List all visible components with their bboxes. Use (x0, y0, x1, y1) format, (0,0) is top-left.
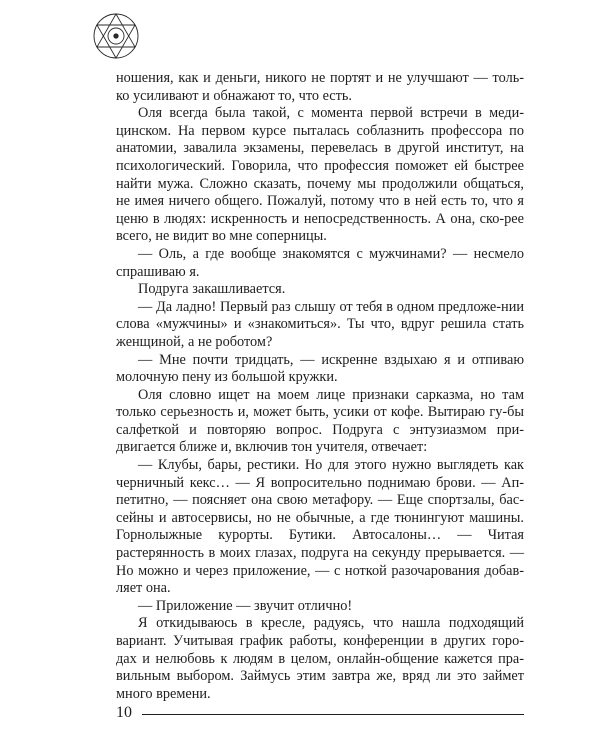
paragraph: — Клубы, бары, рестики. Но для этого нужно выглядеть как черничный кекс… — Я вопросительно поднимаю брови. — Ап-петитно, — поясняет она свою метафору. — Еще спортзалы, бас-сейны и автосервисы, но не обычные, а где тюнингуют машины. Горнолыжные курорты. Бутики. Автосалоны… — Читая растерянность в моих глазах, подруга на секунду прерывается. — Но можно и через приложение, — с ноткой разочарования добав-ляет она. (116, 457, 524, 597)
paragraph: — Оль, а где вообще знакомятся с мужчинами? — несмело спрашиваю я. (116, 245, 524, 280)
paragraph: Подруга закашливается. (138, 281, 286, 298)
paragraph: Я откидываюсь в кресле, радуясь, что нашла подходящий вариант. Учитывая график работы, конференции в других горо-дах и нелюбовь к людям в целом, онлайн-общение кажется пра-вильным выбором. Займусь этим завтра же, вряд ли это займет много времени. (116, 615, 524, 702)
body-text (116, 70, 524, 703)
paragraph: Оля всегда была такой, с момента первой встречи в меди-цинском. На первом курсе пыталась соблазнить профессора по анатомии, завалила экзамены, перевелась в другой институт, на психологический. Говорила, что профессия поможет ей быстрее найти мужа. Сложно сказать, почему мы продолжили общаться, не имея ничего общего. Пожалуй, потому что в ней есть то, что я ценю в людях: искренность и непосредственность. А она, ско-рее всего, не видит во мне соперницы. (116, 105, 524, 245)
sacred-geometry-emblem-icon (90, 10, 142, 62)
paragraph: — Приложение — звучит отлично! (138, 597, 353, 614)
page-footer (116, 703, 524, 723)
page-number: 10 (116, 704, 132, 721)
footer-rule (142, 714, 524, 715)
paragraph: Оля словно ищет на моем лице признаки сарказма, но там только серьезность и, может быть, усики от кофе. Вытираю гу-бы салфеткой и повторяю вопрос. Подруга с энтузиазмом при-двигается ближе и, включив тон учителя, отвечает: (116, 386, 524, 456)
paragraph: — Да ладно! Первый раз слышу от тебя в одном предложе-нии слова «мужчины» и «знакомиться». Ты что, вдруг решила стать женщиной, а не роботом? (116, 298, 524, 350)
paragraph: — Мне почти тридцать, — искренне вздыхаю я и отпиваю молочную пену из большой кружки. (116, 351, 524, 386)
paragraph: ношения, как и деньги, никого не портят и не улучшают — толь-ко усиливают и обнажают то, что есть. (116, 70, 524, 104)
